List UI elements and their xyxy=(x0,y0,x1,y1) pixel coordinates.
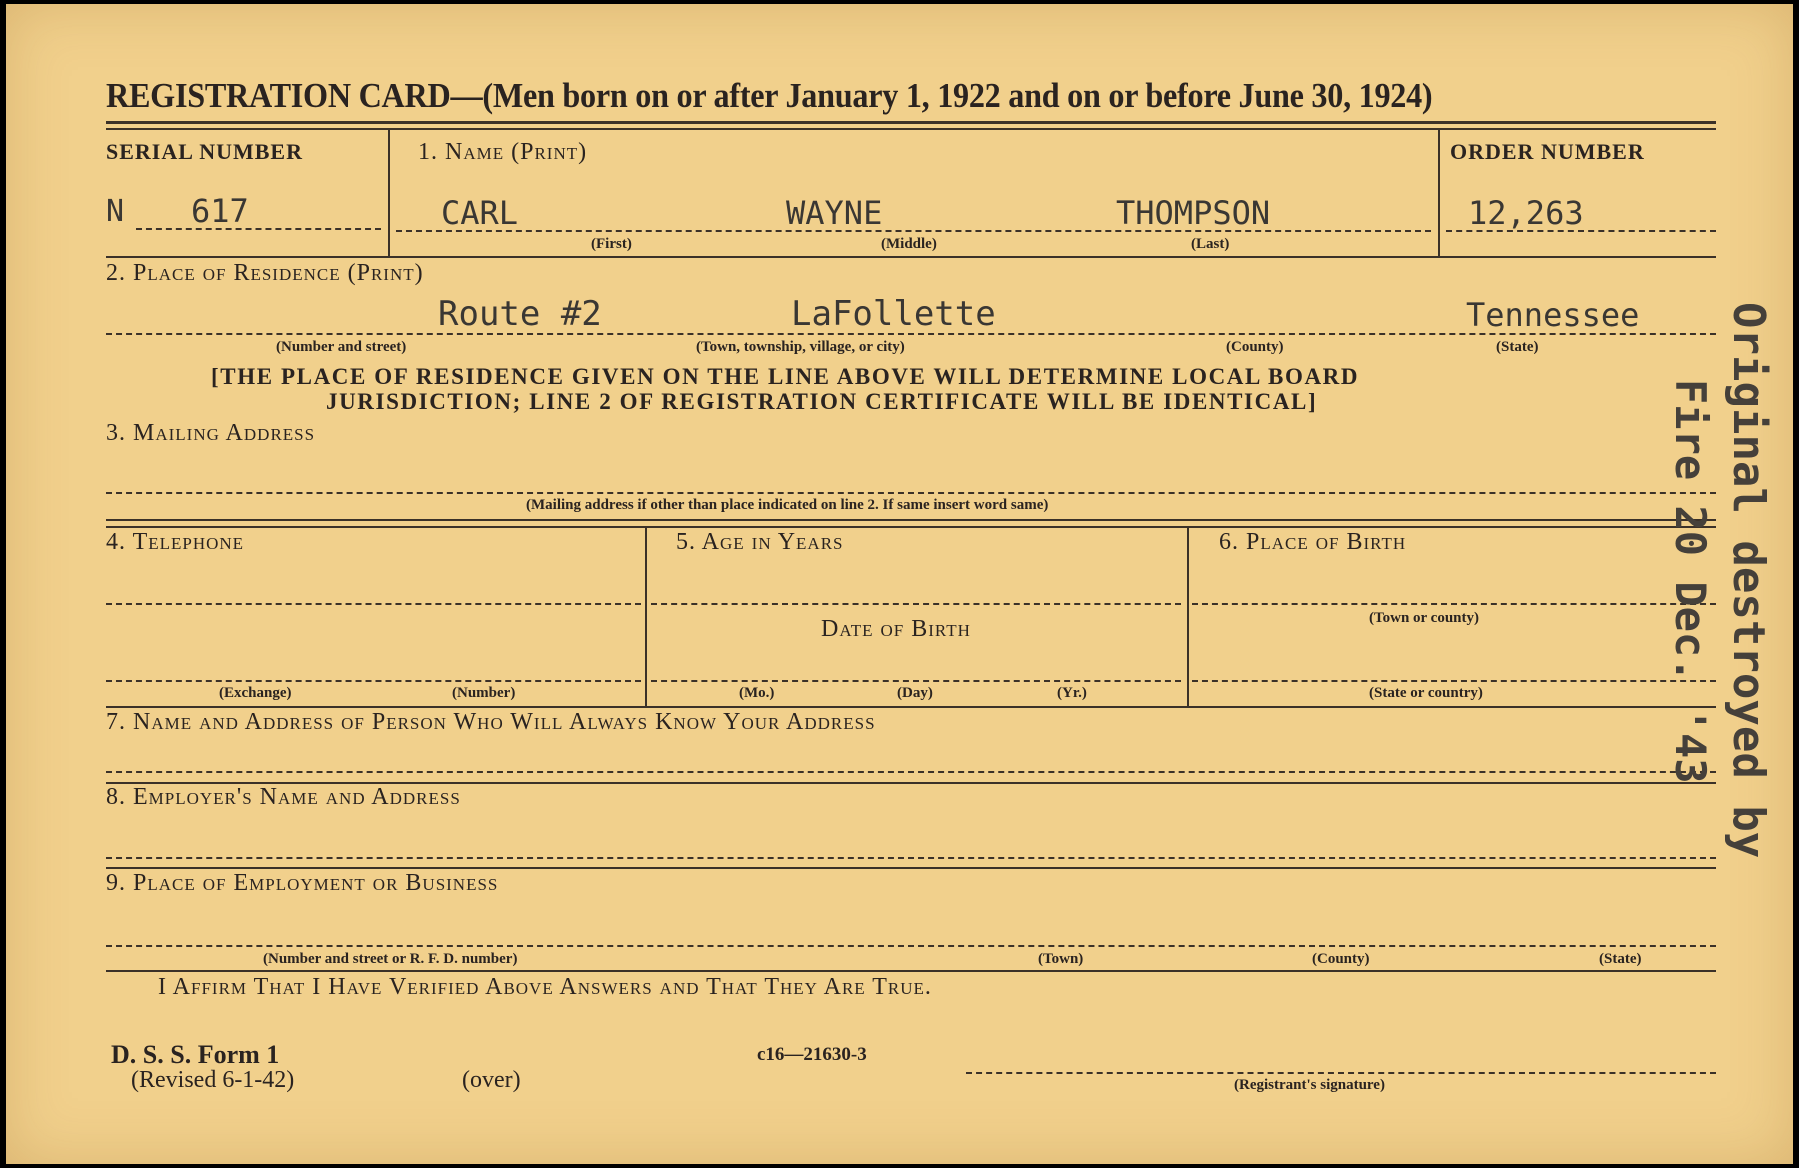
last-caption: (Last) xyxy=(1191,236,1230,252)
printing-code: c16—21630-3 xyxy=(757,1044,867,1065)
destroyed-stamp-line2: Fire 20 Dec. '43 xyxy=(1666,379,1715,784)
age-underline xyxy=(651,603,1181,605)
order-underline xyxy=(1446,230,1716,232)
residence-town-value: LaFollette xyxy=(791,294,996,334)
item9-underline xyxy=(106,945,1716,947)
row3-rule-2 xyxy=(106,526,1716,528)
serial-divider xyxy=(388,129,390,256)
destroyed-stamp-line1: Original destroyed by xyxy=(1723,302,1774,859)
item9-street-caption: (Number and street or R. F. D. number) xyxy=(263,951,518,967)
telephone-number-caption: (Number) xyxy=(452,685,516,701)
name-underline xyxy=(396,230,1431,232)
item9-county-caption: (County) xyxy=(1312,951,1370,967)
item9-town-caption: (Town) xyxy=(1038,951,1084,967)
name-label: 1. Name (Print) xyxy=(418,139,588,165)
item7-label: 7. Name and Address of Person Who Will Always Know Your Address xyxy=(106,709,876,735)
row7-rule xyxy=(106,970,1716,972)
affirmation-text: I Affirm That I Have Verified Above Answers and That They Are True. xyxy=(158,974,932,1000)
residence-underline xyxy=(106,333,1716,335)
state-caption: (State) xyxy=(1496,339,1539,355)
telephone-underline-2 xyxy=(106,680,641,682)
serial-underline xyxy=(136,228,381,230)
month-caption: (Mo.) xyxy=(739,685,775,701)
telephone-label: 4. Telephone xyxy=(106,529,245,555)
form-revised: (Revised 6-1-42) xyxy=(131,1067,295,1093)
birth-town-caption: (Town or county) xyxy=(1369,610,1480,626)
birthplace-underline-2 xyxy=(1192,680,1716,682)
mailing-address-label: 3. Mailing Address xyxy=(106,420,316,446)
signature-caption: (Registrant's signature) xyxy=(1234,1077,1385,1093)
birth-state-caption: (State or country) xyxy=(1369,685,1483,701)
town-caption: (Town, township, village, or city) xyxy=(696,339,905,355)
middle-caption: (Middle) xyxy=(881,236,937,252)
age-divider xyxy=(645,526,647,706)
day-caption: (Day) xyxy=(897,685,933,701)
dob-underline xyxy=(651,680,1181,682)
birthplace-divider xyxy=(1187,526,1189,706)
residence-label: 2. Place of Residence (Print) xyxy=(106,260,424,286)
over-note: (over) xyxy=(462,1067,521,1093)
row1-rule xyxy=(106,256,1716,258)
first-caption: (First) xyxy=(591,236,632,252)
form-number: D. S. S. Form 1 xyxy=(111,1040,280,1069)
residence-street-value: Route #2 xyxy=(438,294,602,334)
residence-notice-line1: [THE PLACE OF RESIDENCE GIVEN ON THE LINE ABOVE WILL DETERMINE LOCAL BOARD xyxy=(211,364,1360,389)
row4-rule xyxy=(106,706,1716,708)
item7-underline xyxy=(106,771,1716,773)
middle-name-value: WAYNE xyxy=(786,194,883,232)
birthplace-underline-1 xyxy=(1192,603,1716,605)
item8-underline xyxy=(106,857,1716,859)
date-of-birth-label: Date of Birth xyxy=(821,616,971,642)
serial-prefix: N xyxy=(106,194,125,229)
first-name-value: CARL xyxy=(441,194,519,232)
year-caption: (Yr.) xyxy=(1057,685,1087,701)
item9-state-caption: (State) xyxy=(1599,951,1642,967)
item9-label: 9. Place of Employment or Business xyxy=(106,870,499,896)
row6-rule xyxy=(106,867,1716,869)
telephone-underline-1 xyxy=(106,603,641,605)
item8-label: 8. Employer's Name and Address xyxy=(106,784,461,810)
mailing-underline xyxy=(106,492,1716,494)
street-caption: (Number and street) xyxy=(276,339,407,355)
residence-state-value: Tennessee xyxy=(1466,296,1640,334)
title-rule-2 xyxy=(106,128,1716,130)
residence-notice-line2: JURISDICTION; LINE 2 OF REGISTRATION CERTIFICATE WILL BE IDENTICAL] xyxy=(326,389,1318,414)
birthplace-label: 6. Place of Birth xyxy=(1219,529,1407,555)
title-rule xyxy=(106,121,1716,124)
age-label: 5. Age in Years xyxy=(676,529,844,555)
order-divider xyxy=(1438,129,1440,256)
exchange-caption: (Exchange) xyxy=(219,685,292,701)
order-number-label: ORDER NUMBER xyxy=(1450,139,1645,164)
serial-number-label: SERIAL NUMBER xyxy=(106,139,303,164)
mailing-caption: (Mailing address if other than place indicated on line 2. If same insert word same) xyxy=(526,497,1049,513)
signature-line xyxy=(966,1072,1716,1074)
row3-rule xyxy=(106,519,1716,521)
last-name-value: THOMPSON xyxy=(1116,194,1271,232)
card-title: REGISTRATION CARD—(Men born on or after January 1, 1922 and on or before June 30, 1924) xyxy=(106,76,1433,115)
county-caption: (County) xyxy=(1226,339,1284,355)
registration-card xyxy=(6,4,1793,1164)
serial-number-value: 617 xyxy=(191,192,249,230)
order-number-value: 12,263 xyxy=(1468,194,1584,232)
